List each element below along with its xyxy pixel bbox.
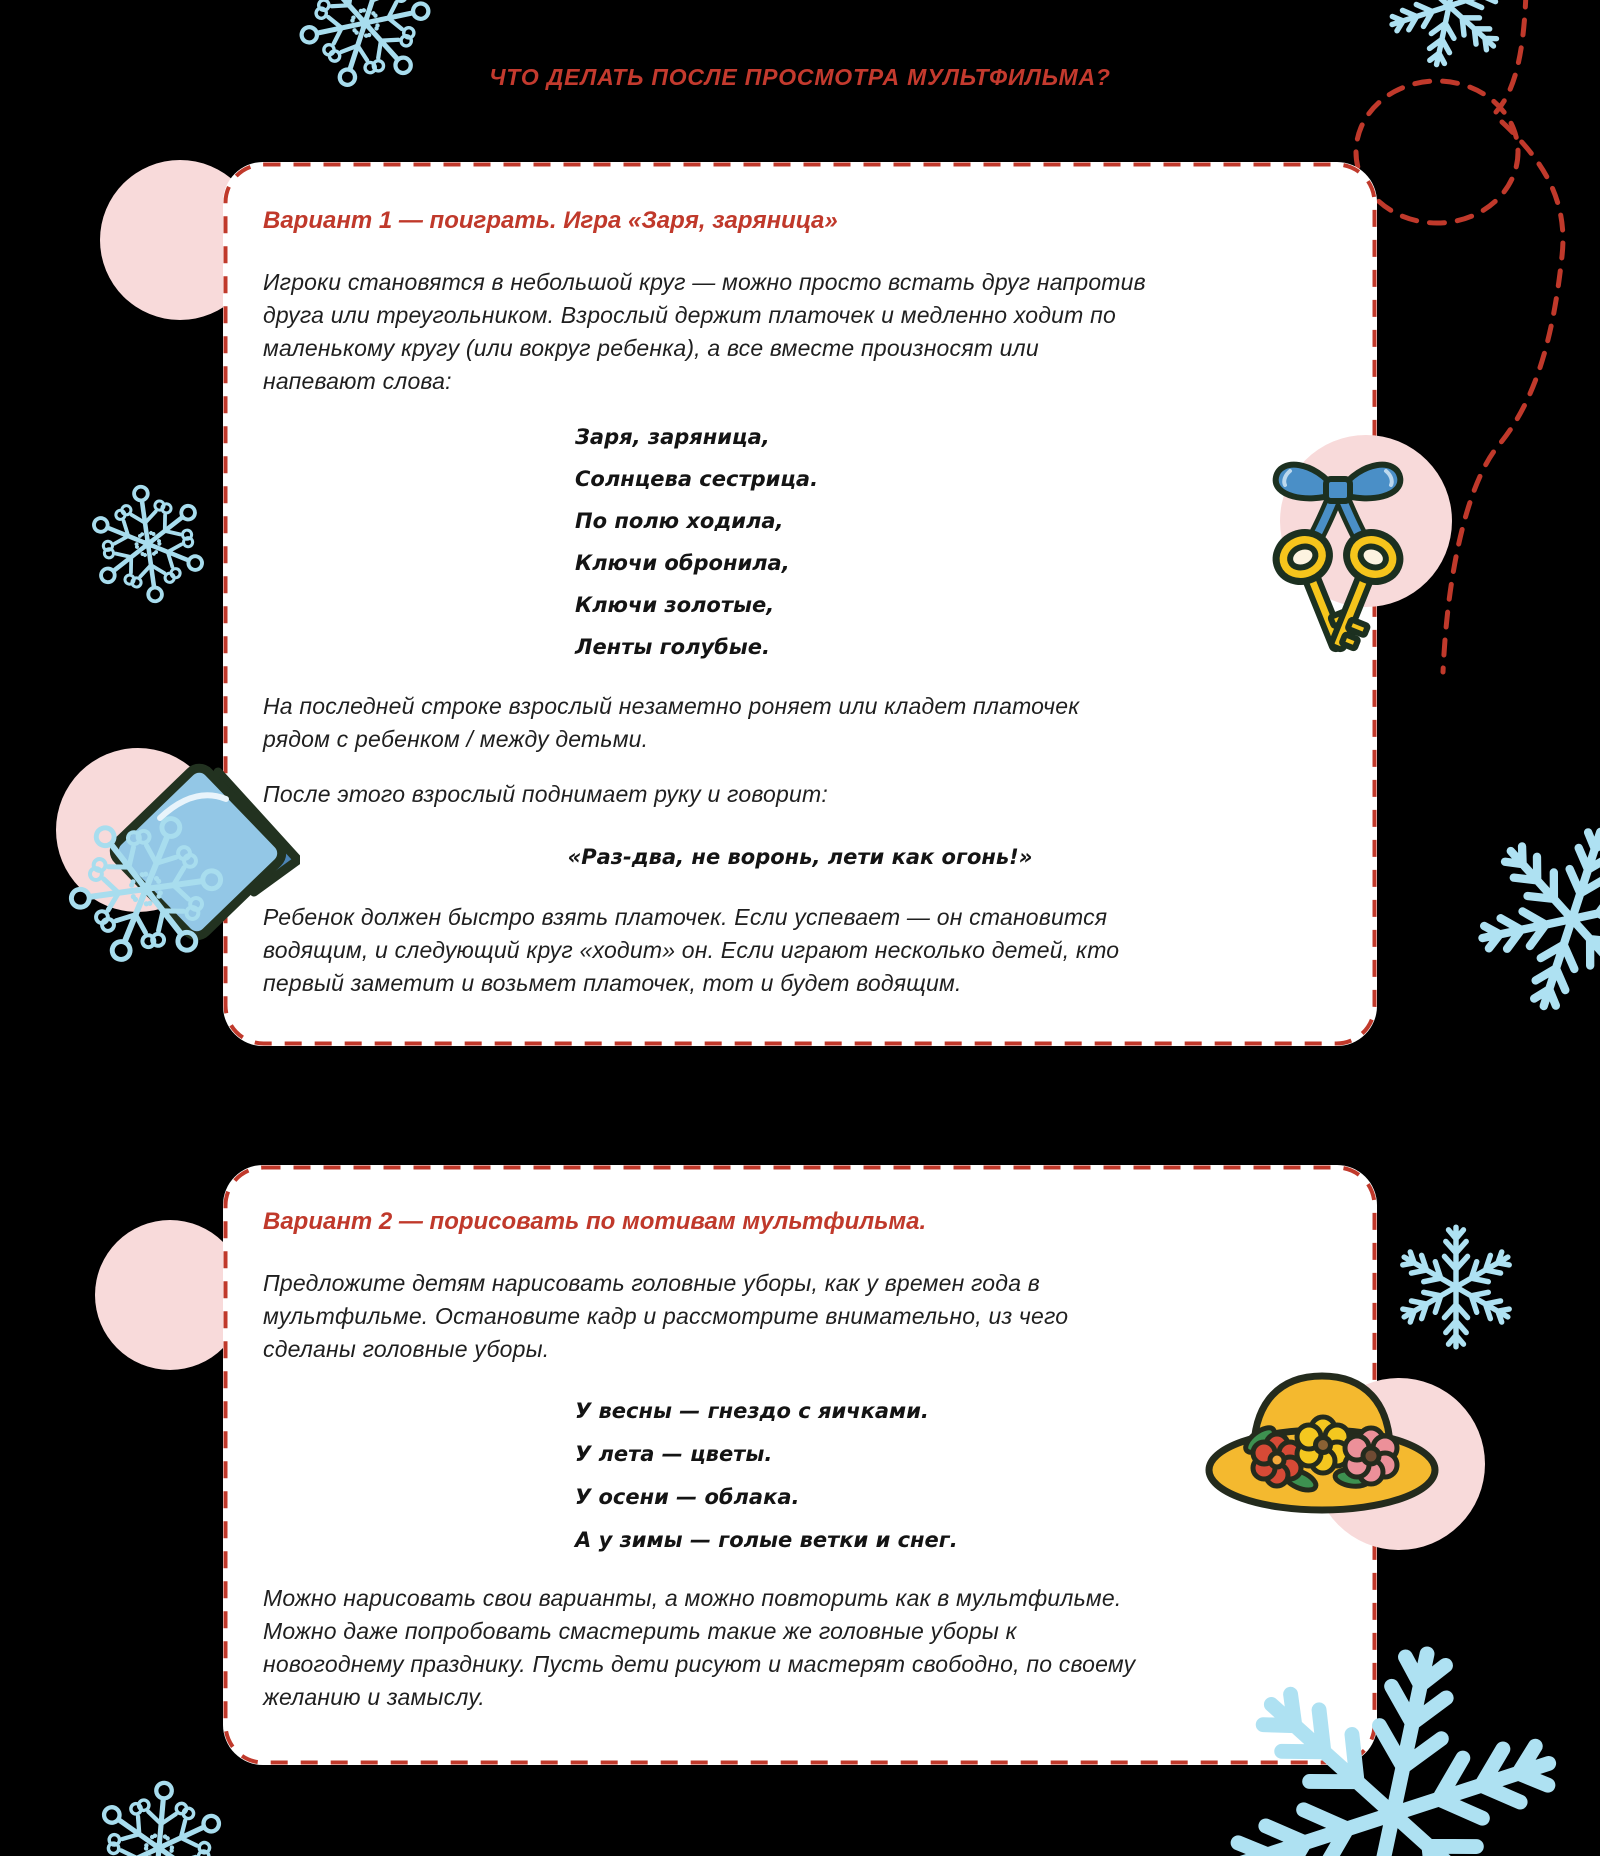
card1-intro: Игроки становятся в небольшой круг — можно просто встать друг напротив друга или треугольником. Взрослый держит платочек и медленно ходит по маленькому кругу (или вокруг ребенка), а все вместе произносят или напевают слова: (263, 269, 1146, 394)
snowflake-icon (1441, 788, 1600, 1050)
page-title: ЧТО ДЕЛАТЬ ПОСЛЕ ПРОСМОТРА МУЛЬТФИЛЬМА? (489, 64, 1111, 90)
card1-adult-says: После этого взрослый поднимает руку и говорит: (263, 781, 828, 807)
snowflake-icon (62, 458, 234, 630)
card2-outro: Можно нарисовать свои варианты, а можно повторить как в мультфильме. Можно даже попробовать смастерить такие же головные уборы к новогоднему празднику. Пусть дети рисуют и мастерят свободно, по своему желанию и замыслу. (263, 1585, 1136, 1710)
card-variant-1 (223, 162, 1377, 1046)
card1-shout-line: «Раз-два, не воронь, лети как огонь!» (567, 845, 1033, 869)
snowflake-icon (66, 1755, 252, 1856)
card2-intro: Предложите детям нарисовать головные уборы, как у времен года в мультфильме. Остановите кадр и рассмотрите внимательно, из чего сделаны головные уборы. (263, 1270, 1069, 1362)
card1-rhyme: Заря, заряница, Солнцева сестрица. По полю ходила, Ключи обронила, Ключи золотые, Ленты голубые. (575, 425, 819, 659)
card1-outcome: Ребенок должен быстро взять платочек. Если успевает — он становится водящим, и следующий круг «ходит» он. Если играют несколько детей, кто первый заметит и возьмет платочек, тот и будет водящим. (263, 904, 1120, 996)
flower-hat-icon (1192, 1348, 1452, 1528)
card1-heading: Вариант 1 — поиграть. Игра «Заря, заряница» (263, 207, 838, 234)
card2-examples: У весны — гнездо с яичками. У лета — цветы. У осени — облака. А у зимы — голые ветки и снег. (575, 1399, 958, 1552)
golden-keys-icon (1248, 438, 1428, 668)
card2-heading: Вариант 2 — порисовать по мотивам мультфильма. (263, 1208, 927, 1235)
card1-after-rhyme: На последней строке взрослый незаметно роняет или кладет платочек рядом с ребенком / между детьми. (263, 693, 1080, 752)
snowflake-icon (1388, 1219, 1524, 1355)
